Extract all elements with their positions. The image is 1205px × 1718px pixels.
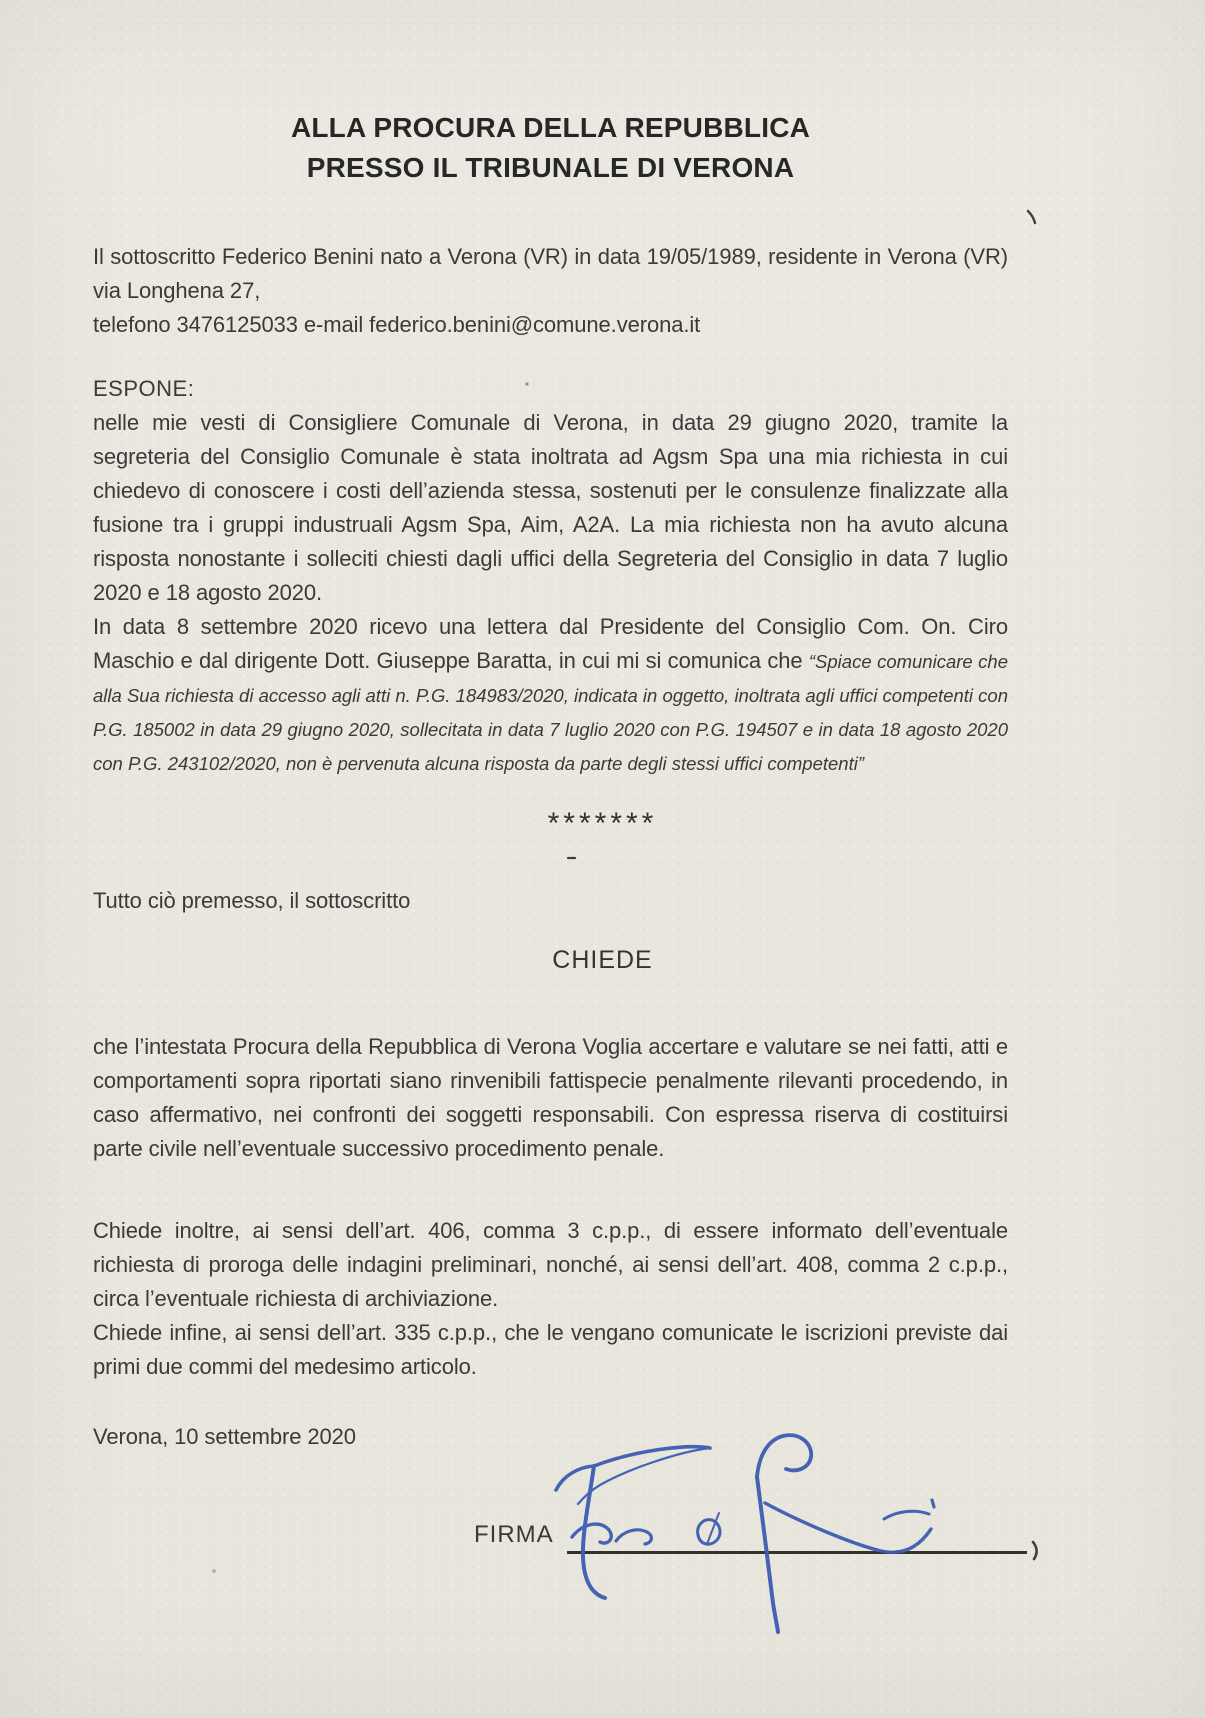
- lettera-lead: In data 8 settembre 2020 ricevo una lettera dal Presidente del Consiglio Com. On. Ciro Maschio e dal dirigente Dott. Giuseppe Baratta, in cui mi si comunica che: [93, 614, 1008, 673]
- firma-label: FIRMA: [474, 1521, 554, 1548]
- lettera-paragraph: [93, 610, 1008, 780]
- signature-row: [474, 1516, 1027, 1554]
- place-date-line: Verona, 10 settembre 2020: [93, 1424, 356, 1449]
- chiede-paragraph: che l’intestata Procura della Repubblica di Verona Voglia accertare e valutare se nei fatti, atti e comportamenti sopra riportati siano rinvenibili fattispecie penalmente rilevanti procedendo, in caso affermativo, nei confronti dei soggetti responsabili. Con espressa riserva di costituirsi parte civile nell’eventuale successivo procedimento penale.: [93, 1034, 1008, 1161]
- page-title: [93, 108, 1008, 188]
- espone-paragraph: nelle mie vesti di Consigliere Comunale di Verona, in data 29 giugno 2020, tramite la segreteria del Consiglio Comunale è stata inoltrata ad Agsm Spa una mia richiesta in cui chiedevo di conoscere i costi dell’azienda stessa, sostenuti per le consulenze finalizzate alla fusione tra i gruppi industruali Agsm Spa, Aim, A2A. La mia richiesta non ha avuto alcuna risposta nonostante i solleciti chiesti dagli uffici della Segreteria del Consiglio in data 7 luglio 2020 e 18 agosto 2020.: [93, 410, 1008, 605]
- asterisk-separator: *******: [547, 807, 658, 840]
- espone-heading: ESPONE:: [93, 376, 195, 401]
- sender-contacts: telefono 3476125033 e-mail federico.benini@comune.verona.it: [93, 312, 701, 337]
- title-line-1: ALLA PROCURA DELLA REPUBBLICA: [290, 112, 811, 143]
- chiede-heading: CHIEDE: [552, 946, 653, 974]
- paper-speck: [212, 1569, 216, 1573]
- chiede-inoltre-paragraph: Chiede inoltre, ai sensi dell’art. 406, comma 3 c.p.p., di essere informato dell’eventuale richiesta di proroga delle indagini preliminari, nonché, ai sensi dell’art. 408, comma 2 c.p.p., circa l’eventuale richiesta di archiviazione.: [93, 1218, 1008, 1311]
- sender-details: [93, 240, 1008, 342]
- chiede-infine-paragraph: Chiede infine, ai sensi dell’art. 335 c.p.p., che le vengano comunicate le iscrizioni previste dai primi due commi del medesimo articolo.: [93, 1320, 1008, 1379]
- title-line-2: PRESSO IL TRIBUNALE DI VERONA: [306, 152, 795, 183]
- lettera-quote: “Spiace comunicare che alla Sua richiesta di accesso agli atti n. P.G. 184983/2020, indicata in oggetto, inoltrata agli uffici competenti con P.G. 185002 in data 29 giugno 2020, sollecitata in data 7 luglio 2020 con P.G. 194507 e in data 18 agosto 2020 con P.G. 243102/2020, non è pervenuta alcuna risposta da parte degli stessi uffici competenti”: [93, 651, 1008, 774]
- sender-identity: Il sottoscritto Federico Benini nato a Verona (VR) in data 19/05/1989, residente in Verona (VR) via Longhena 27,: [93, 244, 1008, 303]
- premessa-line: Tutto ciò premesso, il sottoscritto: [93, 888, 411, 913]
- signature-line: [567, 1516, 1027, 1554]
